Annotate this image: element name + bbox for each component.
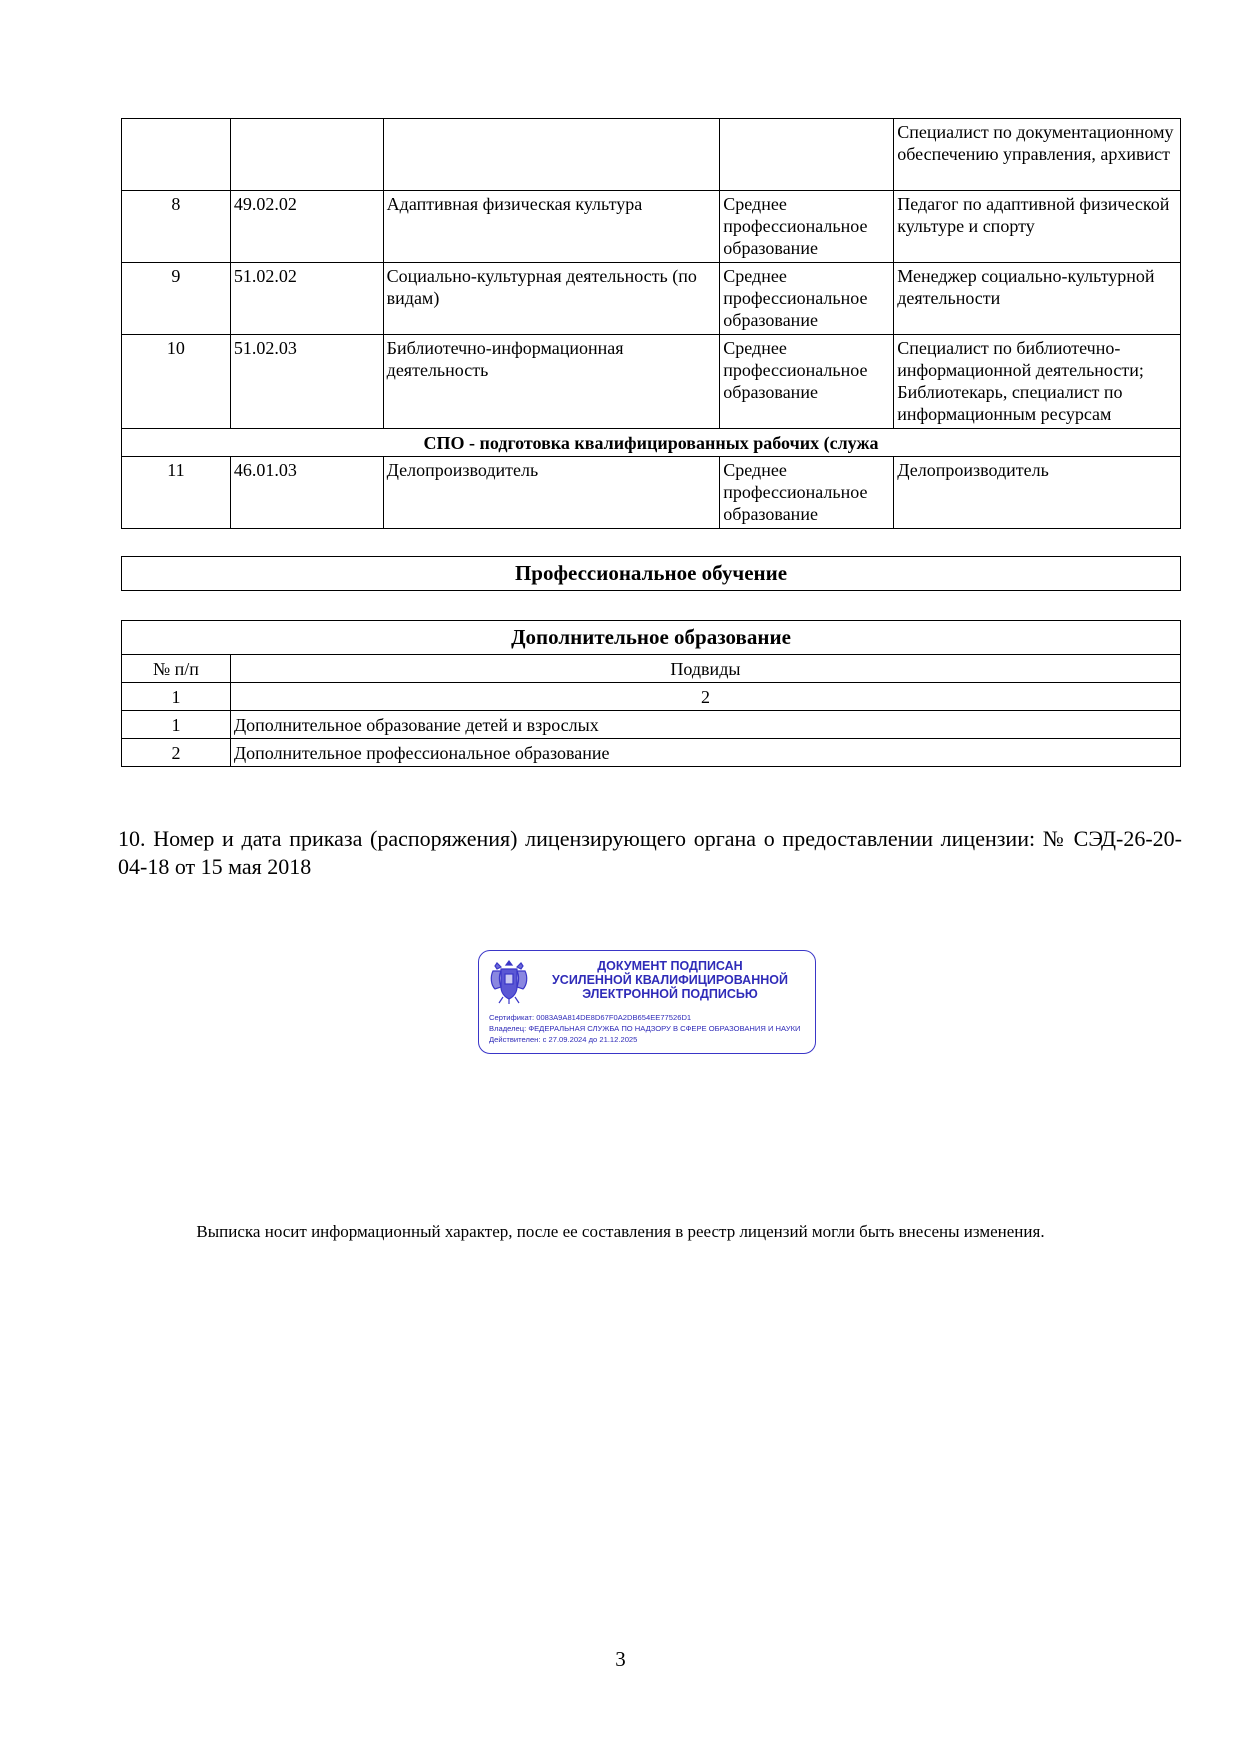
cell-code: 49.02.02 xyxy=(230,191,383,263)
cell-level: Среднее профессиональное образование xyxy=(720,263,894,335)
table-row xyxy=(122,557,1181,591)
cell-name xyxy=(383,119,720,191)
cell-index: 1 xyxy=(122,683,231,711)
column-header-num: № п/п xyxy=(122,655,231,683)
cell-qualification: Специалист по документационному обеспечению управления, архивист xyxy=(894,119,1181,191)
cell-name: Дополнительное образование детей и взрослых xyxy=(230,711,1180,739)
table-row xyxy=(122,335,1181,429)
cell-qualification: Делопроизводитель xyxy=(894,457,1181,529)
section-header: СПО - подготовка квалифицированных рабочих (служа xyxy=(122,429,1181,457)
cell-num: 8 xyxy=(122,191,231,263)
section-header-row xyxy=(122,429,1181,457)
cell-num: 1 xyxy=(122,711,231,739)
cell-level xyxy=(720,119,894,191)
section-title: Профессиональное обучение xyxy=(122,557,1181,591)
coat-of-arms-icon xyxy=(487,957,531,1005)
cell-name: Делопроизводитель xyxy=(383,457,720,529)
cell-index: 2 xyxy=(230,683,1180,711)
cell-code xyxy=(230,119,383,191)
cell-level: Среднее профессиональное образование xyxy=(720,191,894,263)
column-header-subtype: Подвиды xyxy=(230,655,1180,683)
cell-code: 51.02.02 xyxy=(230,263,383,335)
cell-level: Среднее профессиональное образование xyxy=(720,457,894,529)
table-title-row xyxy=(122,621,1181,655)
cell-qualification: Менеджер социально-культурной деятельности xyxy=(894,263,1181,335)
table-row xyxy=(122,191,1181,263)
cell-qualification: Специалист по библиотечно-информационной деятельности; Библиотекарь, специалист по информационным ресурсам xyxy=(894,335,1181,429)
cell-code: 46.01.03 xyxy=(230,457,383,529)
table-row xyxy=(122,457,1181,529)
cell-level: Среднее профессиональное образование xyxy=(720,335,894,429)
stamp-line-2: УСИЛЕННОЙ КВАЛИФИЦИРОВАННОЙ xyxy=(552,973,788,987)
signature-stamp xyxy=(478,950,816,1054)
stamp-owner: Владелец: ФЕДЕРАЛЬНАЯ СЛУЖБА ПО НАДЗОРУ В СФЕРЕ ОБРАЗОВАНИЯ И НАУКИ xyxy=(489,1024,801,1033)
table-row xyxy=(122,263,1181,335)
table-row xyxy=(122,119,1181,191)
cell-num: 11 xyxy=(122,457,231,529)
specialties-table xyxy=(121,118,1181,529)
cell-num: 10 xyxy=(122,335,231,429)
cell-name: Библиотечно-информационная деятельность xyxy=(383,335,720,429)
additional-education-table xyxy=(121,620,1181,767)
cell-name: Адаптивная физическая культура xyxy=(383,191,720,263)
table-row xyxy=(122,739,1181,767)
table-index-row xyxy=(122,683,1181,711)
page-number: 3 xyxy=(615,1647,626,1671)
stamp-line-1: ДОКУМЕНТ ПОДПИСАН xyxy=(597,959,743,973)
cell-qualification: Педагог по адаптивной физической культуре и спорту xyxy=(894,191,1181,263)
footnote: Выписка носит информационный характер, после ее составления в реестр лицензий могли быть внесены изменения. xyxy=(196,1222,1045,1241)
stamp-validity: Действителен: с 27.09.2024 до 21.12.2025 xyxy=(489,1035,638,1044)
table-header-row xyxy=(122,655,1181,683)
cell-num: 9 xyxy=(122,263,231,335)
cell-name: Социально-культурная деятельность (по видам) xyxy=(383,263,720,335)
professional-training-table xyxy=(121,556,1181,591)
cell-code: 51.02.03 xyxy=(230,335,383,429)
order-paragraph: 10. Номер и дата приказа (распоряжения) лицензирующего органа о предоставлении лицензии: № СЭД-26-20-04-18 от 15 мая 2018 xyxy=(118,826,1182,879)
section-title: Дополнительное образование xyxy=(122,621,1181,655)
stamp-line-3: ЭЛЕКТРОННОЙ ПОДПИСЬЮ xyxy=(582,987,758,1001)
cell-num: 2 xyxy=(122,739,231,767)
table-row xyxy=(122,711,1181,739)
cell-name: Дополнительное профессиональное образование xyxy=(230,739,1180,767)
cell-num xyxy=(122,119,231,191)
stamp-certificate: Сертификат: 0083A9A814DE8D67F0A2DB654EE77526D1 xyxy=(489,1013,692,1022)
